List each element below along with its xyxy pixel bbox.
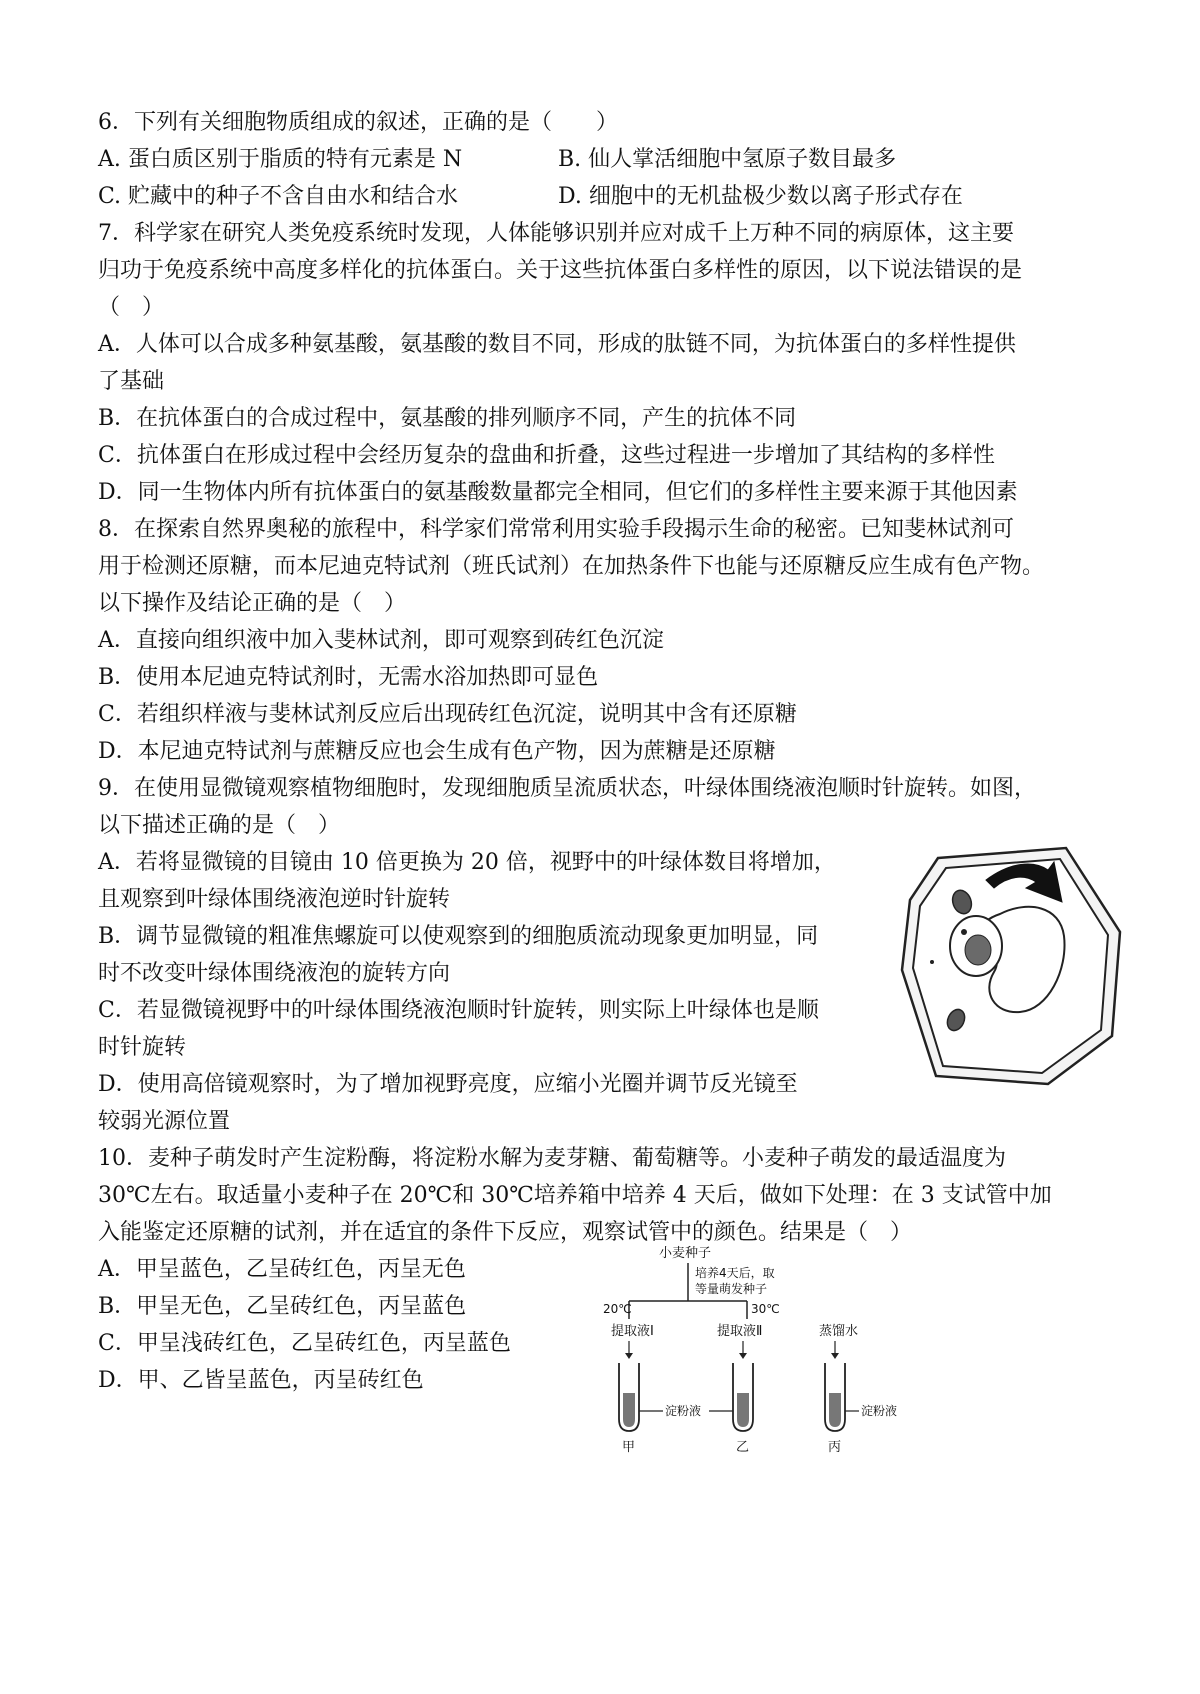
question-9-stem-line-2: 以下描述正确的是（ ） xyxy=(98,813,341,838)
question-9-option-a-line-1: A．若将显微镜的目镜由 10 倍更换为 20 倍，视野中的叶绿体数目将增加， xyxy=(98,850,836,875)
label-tube-bing: 丙 xyxy=(828,1440,842,1455)
question-8-option-c: C．若组织样液与斐林试剂反应后出现砖红色沉淀，说明其中含有还原糖 xyxy=(98,702,797,727)
question-6-stem: 6．下列有关细胞物质组成的叙述，正确的是（ ） xyxy=(98,110,618,135)
question-9 xyxy=(98,770,1118,1140)
label-culture-note-1: 培养4天后，取 xyxy=(695,1266,775,1280)
question-8-option-b: B．使用本尼迪克特试剂时，无需水浴加热即可显色 xyxy=(98,665,599,690)
label-30c: 30℃ xyxy=(751,1302,780,1316)
question-8-stem-line-2: 用于检测还原糖，而本尼迪克特试剂（班氏试剂）在加热条件下也能与还原糖反应生成有色产物。 xyxy=(98,554,1045,579)
label-starch-solution-1: 淀粉液 xyxy=(665,1404,702,1418)
experiment-diagram xyxy=(603,1243,933,1463)
question-9-option-c-line-2: 时针旋转 xyxy=(98,1035,187,1060)
question-6-option-d: D. 细胞中的无机盐极少数以离子形式存在 xyxy=(558,184,963,209)
question-10-option-c: C．甲呈浅砖红色，乙呈砖红色，丙呈蓝色 xyxy=(98,1331,511,1356)
question-10-option-a: A．甲呈蓝色，乙呈砖红色，丙呈无色 xyxy=(98,1257,466,1282)
label-20c: 20℃ xyxy=(603,1302,632,1316)
test-tube-yi xyxy=(733,1363,753,1431)
question-9-option-c-line-1: C．若显微镜视野中的叶绿体围绕液泡顺时针旋转，则实际上叶绿体也是顺 xyxy=(98,998,819,1023)
question-6-option-b: B. 仙人掌活细胞中氢原子数目最多 xyxy=(558,147,897,172)
test-tube-jia xyxy=(619,1363,639,1431)
nucleolus xyxy=(965,935,991,965)
question-10-stem-line-2: 30℃左右。取适量小麦种子在 20℃和 30℃培养箱中培养 4 天后，做如下处理：在 3 支试管中加 xyxy=(98,1183,1052,1208)
question-6-option-a: A. 蛋白质区别于脂质的特有元素是 N xyxy=(98,147,463,172)
label-starch-solution-2: 淀粉液 xyxy=(861,1404,898,1418)
label-tube-jia: 甲 xyxy=(622,1440,636,1455)
question-7 xyxy=(98,215,1118,511)
question-10-stem-line-1: 10．麦种子萌发时产生淀粉酶，将淀粉水解为麦芽糖、葡萄糖等。小麦种子萌发的最适温度为 xyxy=(98,1146,1006,1171)
question-9-stem-line-1: 9．在使用显微镜观察植物细胞时，发现细胞质呈流质状态，叶绿体围绕液泡顺时针旋转。如图， xyxy=(98,776,1037,801)
label-extract-1: 提取液Ⅰ xyxy=(611,1324,654,1339)
question-7-stem-line-1: 7．科学家在研究人类免疫系统时发现，人体能够识别并应对成千上万种不同的病原体，这主要 xyxy=(98,221,1015,246)
question-9-option-b-line-1: B．调节显微镜的粗准焦螺旋可以使观察到的细胞质流动现象更加明显，同 xyxy=(98,924,819,949)
label-distilled-water: 蒸馏水 xyxy=(819,1324,859,1339)
question-6 xyxy=(98,104,1118,215)
question-7-stem-line-2: 归功于免疫系统中高度多样化的抗体蛋白。关于这些抗体蛋白多样性的原因，以下说法错误的是 xyxy=(98,258,1023,283)
label-wheat-seeds: 小麦种子 xyxy=(659,1246,712,1261)
question-7-stem-line-3: （ ） xyxy=(98,295,165,320)
question-6-option-c: C. 贮藏中的种子不含自由水和结合水 xyxy=(98,184,459,209)
plant-cell-figure xyxy=(898,840,1128,1090)
question-7-option-c: C．抗体蛋白在形成过程中会经历复杂的盘曲和折叠，这些过程进一步增加了其结构的多样性 xyxy=(98,443,995,468)
label-tube-yi: 乙 xyxy=(736,1440,750,1455)
test-tube-bing xyxy=(825,1363,845,1431)
question-8-stem-line-1: 8．在探索自然界奥秘的旅程中，科学家们常常利用实验手段揭示生命的秘密。已知斐林试剂可 xyxy=(98,517,1015,542)
question-9-option-d-line-2: 较弱光源位置 xyxy=(98,1109,231,1134)
question-9-option-a-line-2: 且观察到叶绿体围绕液泡逆时针旋转 xyxy=(98,887,451,912)
question-7-option-a-line-2: 了基础 xyxy=(98,369,165,394)
question-10-option-b: B．甲呈无色，乙呈砖红色，丙呈蓝色 xyxy=(98,1294,467,1319)
question-6-options-row-2 xyxy=(98,178,1118,215)
question-8-option-a: A．直接向组织液中加入斐林试剂，即可观察到砖红色沉淀 xyxy=(98,628,664,653)
question-8-option-d: D．本尼迪克特试剂与蔗糖反应也会生成有色产物，因为蔗糖是还原糖 xyxy=(98,739,776,764)
question-10-option-d: D．甲、乙皆呈蓝色，丙呈砖红色 xyxy=(98,1368,424,1393)
question-9-options xyxy=(98,844,898,1140)
question-10-options xyxy=(98,1251,618,1399)
question-6-options-row-1 xyxy=(98,141,1118,178)
question-10-body xyxy=(98,1246,1118,1455)
question-10-stem-line-3: 入能鉴定还原糖的试剂，并在适宜的条件下反应，观察试管中的颜色。结果是（ ） xyxy=(98,1220,913,1245)
question-9-option-d-line-1: D．使用高倍镜观察时，为了增加视野亮度，应缩小光圈并调节反光镜至 xyxy=(98,1072,798,1097)
question-7-option-a-line-1: A．人体可以合成多种氨基酸，氨基酸的数目不同，形成的肽链不同，为抗体蛋白的多样性提供 xyxy=(98,332,1016,357)
question-10 xyxy=(98,1140,1118,1455)
exam-page xyxy=(98,104,1118,1455)
question-7-option-b: B．在抗体蛋白的合成过程中，氨基酸的排列顺序不同，产生的抗体不同 xyxy=(98,406,797,431)
question-7-option-d: D．同一生物体内所有抗体蛋白的氨基酸数量都完全相同，但它们的多样性主要来源于其他因素 xyxy=(98,480,1018,505)
label-extract-2: 提取液Ⅱ xyxy=(717,1324,763,1339)
question-9-option-b-line-2: 时不改变叶绿体围绕液泡的旋转方向 xyxy=(98,961,451,986)
question-8 xyxy=(98,511,1118,770)
label-culture-note-2: 等量萌发种子 xyxy=(695,1282,768,1296)
question-8-stem-line-3: 以下操作及结论正确的是（ ） xyxy=(98,591,407,616)
